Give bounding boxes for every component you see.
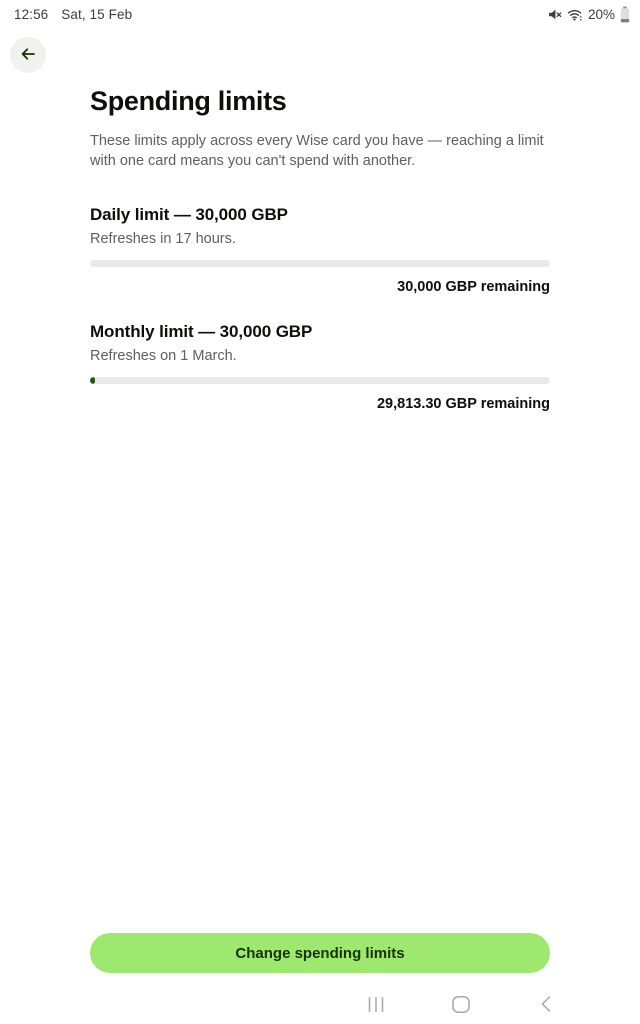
daily-limit-section: [90, 204, 550, 297]
monthly-limit-progress-bar: [90, 377, 550, 384]
arrow-left-icon: [18, 44, 38, 67]
change-spending-limits-button[interactable]: Change spending limits: [90, 933, 550, 973]
main-content: [90, 85, 550, 414]
clock-text: 12:56: [14, 6, 49, 22]
nav-back-button[interactable]: [524, 986, 568, 1022]
nav-home-button[interactable]: [439, 986, 483, 1022]
back-chevron-icon: [541, 996, 551, 1012]
status-bar-left: [14, 7, 132, 22]
mute-icon: [547, 7, 562, 22]
recents-icon: [368, 997, 384, 1012]
status-bar: [0, 0, 640, 26]
home-icon: [452, 996, 470, 1013]
monthly-limit-title: Monthly limit — 30,000 GBP: [90, 322, 313, 341]
daily-limit-title: Daily limit — 30,000 GBP: [90, 205, 288, 224]
daily-limit-remaining: 30,000 GBP remaining: [397, 279, 550, 295]
status-bar-right: [547, 6, 630, 23]
nav-recents-button[interactable]: [354, 986, 398, 1022]
page-title: Spending limits: [90, 86, 287, 116]
monthly-limit-refresh-note: Refreshes on 1 March.: [90, 348, 237, 364]
monthly-limit-section: [90, 321, 550, 414]
battery-percent-text: 20%: [587, 6, 615, 22]
system-nav-bar: [0, 984, 640, 1024]
daily-limit-refresh-note: Refreshes in 17 hours.: [90, 231, 236, 247]
wifi-icon: [567, 7, 583, 22]
daily-limit-progress-bar: [90, 260, 550, 267]
monthly-limit-remaining: 29,813.30 GBP remaining: [376, 396, 550, 412]
date-text: Sat, 15 Feb: [61, 6, 133, 22]
monthly-limit-progress-fill: [90, 377, 95, 384]
back-button[interactable]: [10, 37, 46, 73]
page-description: These limits apply across every Wise card you have — reaching a limit with one card means you can't spend with another.: [90, 133, 544, 169]
battery-icon: [620, 6, 630, 23]
